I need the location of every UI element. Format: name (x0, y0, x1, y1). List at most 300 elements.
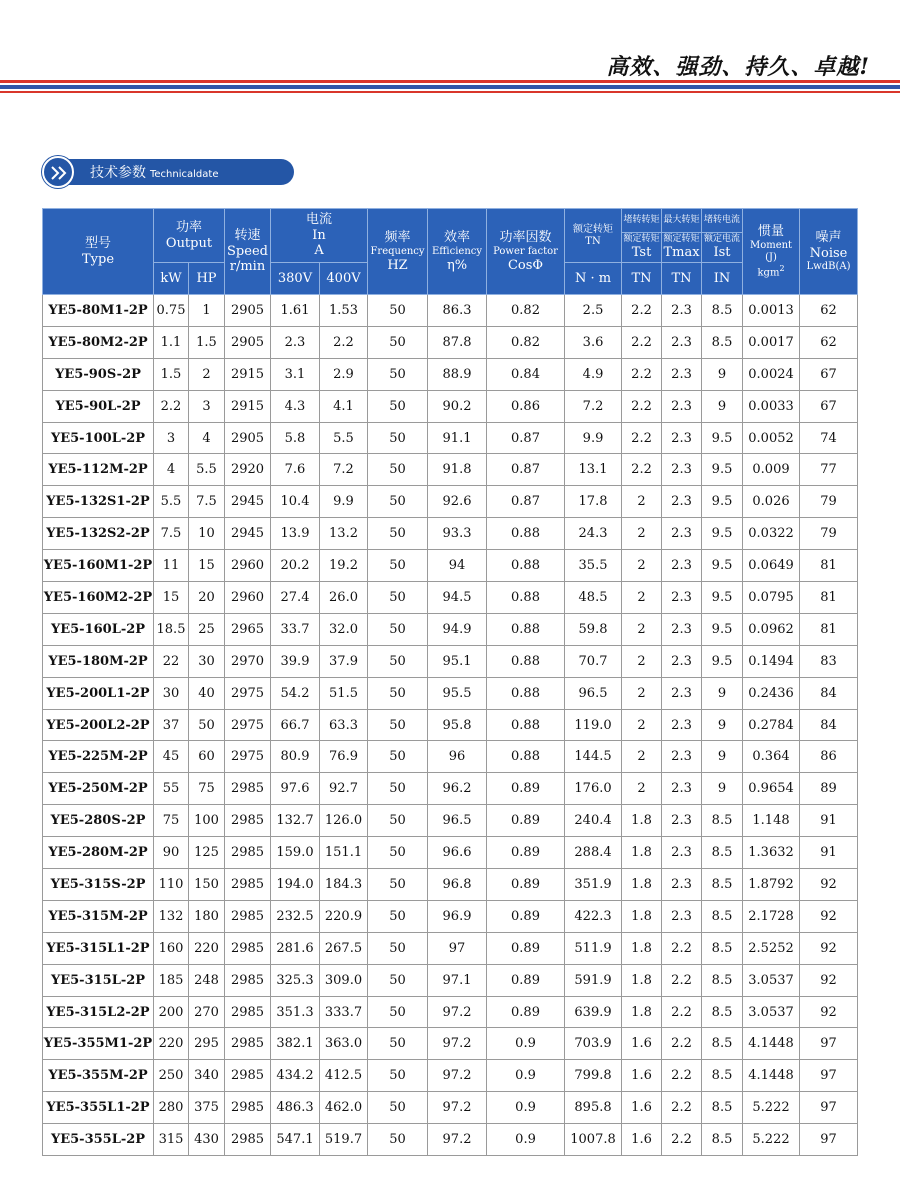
table-cell: 2.5 (565, 295, 622, 327)
table-row (43, 390, 858, 422)
table-cell: 0.89 (487, 805, 565, 837)
table-cell: 2985 (225, 900, 271, 932)
table-cell: 9.5 (702, 518, 743, 550)
table-cell: 2.2 (622, 295, 662, 327)
table-cell: 325.3 (271, 964, 320, 996)
table-cell: 86 (800, 741, 858, 773)
table-cell: 0.89 (487, 964, 565, 996)
table-cell: 96.9 (428, 900, 487, 932)
table-row (43, 582, 858, 614)
table-row (43, 613, 858, 645)
table-cell: 0.84 (487, 358, 565, 390)
current-cn: 电流 (306, 212, 333, 228)
table-cell: 0.82 (487, 326, 565, 358)
freq-unit: HZ (387, 257, 408, 273)
table-cell: 93.3 (428, 518, 487, 550)
table-cell: 80.9 (271, 741, 320, 773)
table-cell: 79 (800, 486, 858, 518)
col-header-tst-den: TN (622, 263, 662, 295)
table-cell: 119.0 (565, 709, 622, 741)
model-cell: YE5-80M2-2P (43, 326, 154, 358)
table-cell: 3.6 (565, 326, 622, 358)
table-cell: 5.5 (154, 486, 189, 518)
table-row (43, 486, 858, 518)
col-header-kw: kW (154, 263, 189, 295)
freq-cn: 频率 (384, 229, 411, 245)
table-row (43, 837, 858, 869)
model-cell: YE5-250M-2P (43, 773, 154, 805)
table-row (43, 326, 858, 358)
table-cell: 1.6 (622, 1060, 662, 1092)
table-cell: 2985 (225, 1028, 271, 1060)
table-row (43, 1060, 858, 1092)
model-cell: YE5-160L-2P (43, 613, 154, 645)
table-row (43, 964, 858, 996)
table-cell: 9.9 (320, 486, 368, 518)
table-cell: 333.7 (320, 996, 368, 1028)
table-cell: 51.5 (320, 677, 368, 709)
table-cell: 2.2 (662, 1060, 702, 1092)
table-cell: 2.3 (662, 422, 702, 454)
noise-cn: 噪声 (815, 229, 842, 245)
table-cell: 20.2 (271, 550, 320, 582)
table-cell: 84 (800, 677, 858, 709)
table-cell: 76.9 (320, 741, 368, 773)
table-cell: 2.3 (662, 869, 702, 901)
table-cell: 8.5 (702, 326, 743, 358)
model-cell: YE5-280M-2P (43, 837, 154, 869)
table-cell: 88.9 (428, 358, 487, 390)
table-cell: 2.1728 (743, 900, 800, 932)
table-cell: 8.5 (702, 932, 743, 964)
tst-cn1: 堵转转矩 (623, 215, 660, 226)
table-cell: 4.1 (320, 390, 368, 422)
table-cell: 87.8 (428, 326, 487, 358)
tmax-en: Tmax (663, 245, 700, 261)
model-cell: YE5-280S-2P (43, 805, 154, 837)
col-header-tst-cn (622, 209, 662, 233)
col-header-noise (800, 209, 858, 295)
model-cell: YE5-80M1-2P (43, 295, 154, 327)
table-cell: 8.5 (702, 1124, 743, 1156)
table-cell: 2 (622, 645, 662, 677)
table-cell: 22 (154, 645, 189, 677)
table-cell: 8.5 (702, 964, 743, 996)
table-cell: 434.2 (271, 1060, 320, 1092)
table-cell: 89 (800, 773, 858, 805)
table-cell: 50 (368, 613, 428, 645)
table-cell: 703.9 (565, 1028, 622, 1060)
table-cell: 9.5 (702, 454, 743, 486)
table-cell: 0.89 (487, 869, 565, 901)
speed-cn: 转速 (234, 228, 261, 244)
table-cell: 92 (800, 964, 858, 996)
table-cell: 4.3 (271, 390, 320, 422)
table-cell: 2985 (225, 869, 271, 901)
table-row (43, 518, 858, 550)
table-cell: 1.8 (622, 805, 662, 837)
model-cell: YE5-355L1-2P (43, 1092, 154, 1124)
noise-en: Noise (809, 245, 848, 261)
table-cell: 9.5 (702, 486, 743, 518)
table-cell: 0.0033 (743, 390, 800, 422)
moment-j: (J) (765, 251, 777, 263)
table-cell: 591.9 (565, 964, 622, 996)
table-cell: 0.75 (154, 295, 189, 327)
table-cell: 50 (368, 1092, 428, 1124)
table-cell: 8.5 (702, 837, 743, 869)
table-cell: 2970 (225, 645, 271, 677)
table-cell: 4.9 (565, 358, 622, 390)
table-cell: 5.222 (743, 1124, 800, 1156)
table-cell: 92.6 (428, 486, 487, 518)
col-header-current (271, 209, 368, 263)
table-cell: 66.7 (271, 709, 320, 741)
model-cell: YE5-355L-2P (43, 1124, 154, 1156)
table-cell: 2920 (225, 454, 271, 486)
table-cell: 95.8 (428, 709, 487, 741)
table-cell: 50 (368, 1060, 428, 1092)
table-cell: 96.5 (565, 677, 622, 709)
table-cell: 48.5 (565, 582, 622, 614)
table-cell: 1.8 (622, 869, 662, 901)
table-cell: 67 (800, 390, 858, 422)
table-cell: 50 (368, 869, 428, 901)
table-cell: 176.0 (565, 773, 622, 805)
moment-unit (743, 264, 799, 279)
table-cell: 0.88 (487, 677, 565, 709)
col-header-ist-cn (702, 209, 743, 233)
table-cell: 13.1 (565, 454, 622, 486)
table-cell: 2.2 (662, 1092, 702, 1124)
eff-en: Efficiency (432, 245, 483, 257)
col-header-type (43, 209, 154, 295)
table-cell: 2.2 (622, 358, 662, 390)
table-cell: 40 (189, 677, 225, 709)
model-cell: YE5-90L-2P (43, 390, 154, 422)
table-row (43, 358, 858, 390)
table-cell: 8.5 (702, 295, 743, 327)
table-cell: 422.3 (565, 900, 622, 932)
header-band-blue (0, 85, 900, 89)
col-header-moment (743, 209, 800, 295)
table-cell: 50 (368, 805, 428, 837)
model-cell: YE5-355M1-2P (43, 1028, 154, 1060)
model-cell: YE5-225M-2P (43, 741, 154, 773)
table-cell: 2.3 (662, 677, 702, 709)
table-cell: 2915 (225, 390, 271, 422)
table-cell: 2985 (225, 996, 271, 1028)
col-header-380v: 380V (271, 263, 320, 295)
table-cell: 55 (154, 773, 189, 805)
table-cell: 2960 (225, 582, 271, 614)
table-cell: 97 (800, 1028, 858, 1060)
table-cell: 0.0013 (743, 295, 800, 327)
table-cell: 1.61 (271, 295, 320, 327)
table-cell: 9.5 (702, 582, 743, 614)
table-cell: 220 (154, 1028, 189, 1060)
table-cell: 0.2436 (743, 677, 800, 709)
table-cell: 5.8 (271, 422, 320, 454)
col-header-tmax-den: TN (662, 263, 702, 295)
table-cell: 150 (189, 869, 225, 901)
table-cell: 2985 (225, 1092, 271, 1124)
table-cell: 92 (800, 900, 858, 932)
table-cell: 97.2 (428, 1124, 487, 1156)
table-cell: 8.5 (702, 900, 743, 932)
tmax-cn2: 额定转矩 (663, 234, 700, 245)
table-cell: 50 (368, 996, 428, 1028)
table-cell: 1.8 (622, 964, 662, 996)
table-cell: 9 (702, 390, 743, 422)
header-band-red (0, 80, 900, 83)
table-cell: 32.0 (320, 613, 368, 645)
table-row (43, 996, 858, 1028)
current-en: In (312, 227, 326, 243)
col-header-torque (565, 209, 622, 263)
model-cell: YE5-200L1-2P (43, 677, 154, 709)
table-cell: 0.0017 (743, 326, 800, 358)
table-cell: 2 (622, 613, 662, 645)
table-cell: 2.3 (271, 326, 320, 358)
table-cell: 62 (800, 295, 858, 327)
table-cell: 0.86 (487, 390, 565, 422)
table-cell: 0.88 (487, 550, 565, 582)
table-cell: 92.7 (320, 773, 368, 805)
table-cell: 0.89 (487, 900, 565, 932)
eff-cn: 效率 (444, 229, 471, 245)
table-cell: 1.3632 (743, 837, 800, 869)
table-cell: 0.88 (487, 645, 565, 677)
table-cell: 0.9 (487, 1092, 565, 1124)
table-cell: 1.8 (622, 996, 662, 1028)
col-header-power-factor (487, 209, 565, 295)
table-cell: 90 (154, 837, 189, 869)
table-cell: 97.2 (428, 1060, 487, 1092)
table-cell: 1.6 (622, 1092, 662, 1124)
table-cell: 100 (189, 805, 225, 837)
table-cell: 94.9 (428, 613, 487, 645)
table-cell: 9.9 (565, 422, 622, 454)
table-cell: 132.7 (271, 805, 320, 837)
table-cell: 33.7 (271, 613, 320, 645)
table-cell: 50 (368, 645, 428, 677)
table-cell: 0.1494 (743, 645, 800, 677)
model-cell: YE5-160M1-2P (43, 550, 154, 582)
table-cell: 2.3 (662, 454, 702, 486)
table-cell: 0.0322 (743, 518, 800, 550)
table-cell: 96.2 (428, 773, 487, 805)
tmax-cn1: 最大转矩 (663, 215, 700, 226)
table-cell: 2 (622, 518, 662, 550)
table-cell: 2985 (225, 964, 271, 996)
table-cell: 9 (702, 773, 743, 805)
torque-en: TN (585, 235, 601, 247)
torque-cn: 额定转矩 (573, 223, 614, 235)
table-cell: 2.2 (662, 1028, 702, 1060)
table-cell: 91.1 (428, 422, 487, 454)
table-cell: 288.4 (565, 837, 622, 869)
table-cell: 97.2 (428, 1092, 487, 1124)
table-cell: 26.0 (320, 582, 368, 614)
table-cell: 79 (800, 518, 858, 550)
table-cell: 50 (368, 358, 428, 390)
table-cell: 0.89 (487, 932, 565, 964)
table-cell: 83 (800, 645, 858, 677)
model-cell: YE5-315M-2P (43, 900, 154, 932)
output-cn: 功率 (175, 219, 202, 235)
table-cell: 77 (800, 454, 858, 486)
table-cell: 309.0 (320, 964, 368, 996)
table-row (43, 709, 858, 741)
table-cell: 486.3 (271, 1092, 320, 1124)
table-cell: 2.2 (622, 326, 662, 358)
table-cell: 86.3 (428, 295, 487, 327)
table-cell: 0.89 (487, 996, 565, 1028)
table-cell: 97.6 (271, 773, 320, 805)
table-cell: 351.9 (565, 869, 622, 901)
table-cell: 50 (368, 422, 428, 454)
table-cell: 639.9 (565, 996, 622, 1028)
table-cell: 2.3 (662, 582, 702, 614)
table-cell: 39.9 (271, 645, 320, 677)
table-cell: 5.5 (189, 454, 225, 486)
table-cell: 15 (189, 550, 225, 582)
table-cell: 132 (154, 900, 189, 932)
table-cell: 3.0537 (743, 996, 800, 1028)
table-cell: 7.2 (565, 390, 622, 422)
table-cell: 50 (368, 741, 428, 773)
table-row (43, 454, 858, 486)
table-cell: 2.3 (662, 805, 702, 837)
table-cell: 4 (154, 454, 189, 486)
table-cell: 95.5 (428, 677, 487, 709)
table-cell: 30 (154, 677, 189, 709)
section-title-en: Technicaldate (150, 169, 219, 180)
type-cn: 型号 (84, 235, 111, 251)
ist-cn2: 额定电流 (704, 234, 741, 245)
table-cell: 75 (189, 773, 225, 805)
table-cell: 2.3 (662, 326, 702, 358)
table-cell: 67 (800, 358, 858, 390)
table-cell: 10.4 (271, 486, 320, 518)
table-cell: 0.87 (487, 486, 565, 518)
table-cell: 2.2 (622, 390, 662, 422)
table-cell: 0.88 (487, 709, 565, 741)
table-cell: 1.8792 (743, 869, 800, 901)
table-cell: 799.8 (565, 1060, 622, 1092)
table-row (43, 1092, 858, 1124)
table-cell: 54.2 (271, 677, 320, 709)
table-cell: 96 (428, 741, 487, 773)
table-cell: 511.9 (565, 932, 622, 964)
table-cell: 200 (154, 996, 189, 1028)
table-cell: 2.2 (320, 326, 368, 358)
spec-table-body (43, 295, 858, 1156)
table-cell: 1.148 (743, 805, 800, 837)
table-cell: 295 (189, 1028, 225, 1060)
table-cell: 50 (368, 390, 428, 422)
table-cell: 159.0 (271, 837, 320, 869)
table-cell: 50 (368, 932, 428, 964)
table-cell: 2985 (225, 837, 271, 869)
table-cell: 9.5 (702, 422, 743, 454)
table-cell: 2 (622, 550, 662, 582)
col-header-output (154, 209, 225, 263)
table-cell: 2.3 (662, 358, 702, 390)
table-cell: 351.3 (271, 996, 320, 1028)
table-cell: 1.5 (154, 358, 189, 390)
table-cell: 81 (800, 550, 858, 582)
table-cell: 7.5 (154, 518, 189, 550)
table-cell: 2965 (225, 613, 271, 645)
pf-en: Power factor (493, 245, 558, 257)
table-cell: 50 (368, 837, 428, 869)
table-cell: 2 (622, 582, 662, 614)
table-cell: 0.88 (487, 613, 565, 645)
table-cell: 9 (702, 358, 743, 390)
table-cell: 81 (800, 613, 858, 645)
output-en: Output (165, 235, 213, 251)
table-cell: 96.8 (428, 869, 487, 901)
table-cell: 0.9 (487, 1124, 565, 1156)
table-cell: 50 (368, 964, 428, 996)
model-cell: YE5-315L2-2P (43, 996, 154, 1028)
table-cell: 96.6 (428, 837, 487, 869)
table-cell: 0.0052 (743, 422, 800, 454)
ist-en: Ist (713, 245, 731, 261)
table-cell: 267.5 (320, 932, 368, 964)
table-cell: 1.6 (622, 1028, 662, 1060)
table-cell: 0.9654 (743, 773, 800, 805)
model-cell: YE5-200L2-2P (43, 709, 154, 741)
table-cell: 2.3 (662, 645, 702, 677)
table-cell: 70.7 (565, 645, 622, 677)
model-cell: YE5-132S1-2P (43, 486, 154, 518)
table-cell: 220 (189, 932, 225, 964)
table-row (43, 677, 858, 709)
table-cell: 50 (368, 326, 428, 358)
table-cell: 895.8 (565, 1092, 622, 1124)
table-cell: 2985 (225, 805, 271, 837)
table-cell: 248 (189, 964, 225, 996)
moment-unit-base: kgm (757, 266, 780, 278)
table-cell: 50 (368, 518, 428, 550)
table-cell: 20 (189, 582, 225, 614)
table-cell: 0.87 (487, 422, 565, 454)
table-cell: 91.8 (428, 454, 487, 486)
moment-cn: 惯量 (758, 224, 785, 240)
table-cell: 60 (189, 741, 225, 773)
table-cell: 1007.8 (565, 1124, 622, 1156)
table-cell: 2 (189, 358, 225, 390)
table-row (43, 869, 858, 901)
model-cell: YE5-112M-2P (43, 454, 154, 486)
table-row (43, 773, 858, 805)
table-row (43, 1124, 858, 1156)
table-row (43, 422, 858, 454)
header-band-red-thin (0, 91, 900, 93)
table-cell: 2.3 (662, 486, 702, 518)
table-cell: 2 (622, 773, 662, 805)
table-cell: 35.5 (565, 550, 622, 582)
table-cell: 2905 (225, 326, 271, 358)
table-cell: 8.5 (702, 869, 743, 901)
table-cell: 9 (702, 741, 743, 773)
table-cell: 2.3 (662, 550, 702, 582)
model-cell: YE5-100L-2P (43, 422, 154, 454)
col-header-tmax-cn (662, 209, 702, 233)
